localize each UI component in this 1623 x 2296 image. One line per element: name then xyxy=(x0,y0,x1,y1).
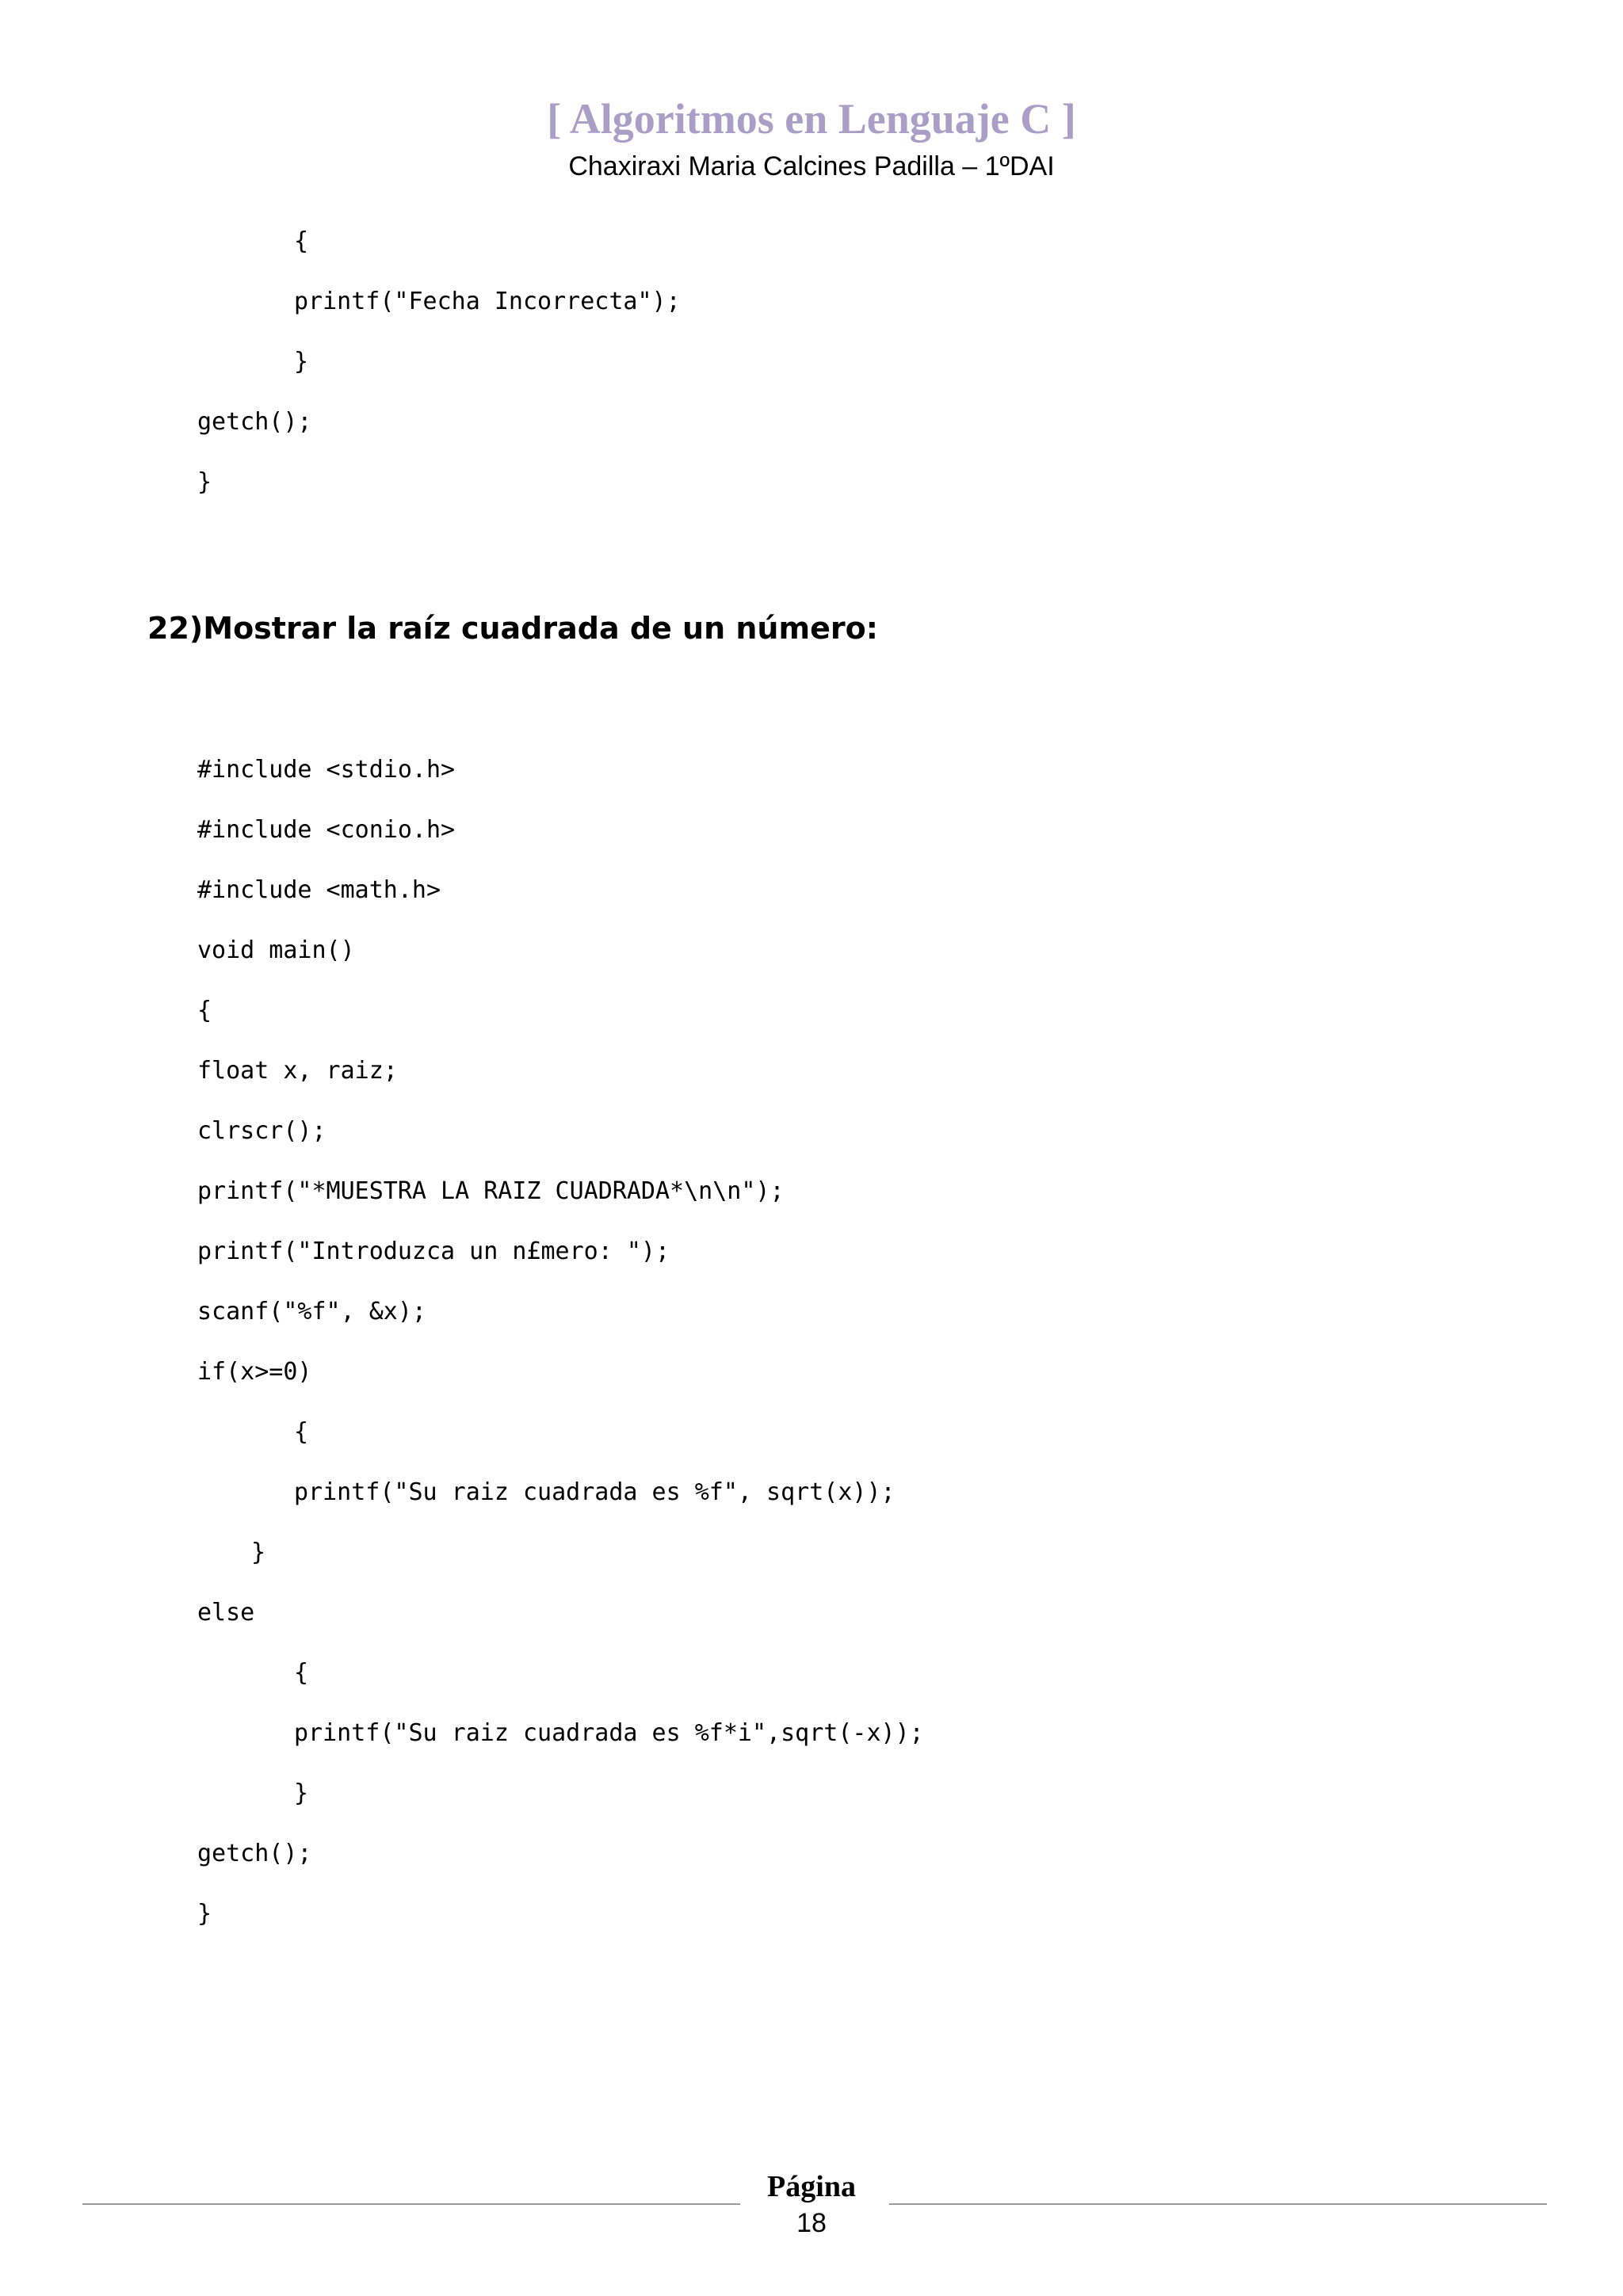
code-line: { xyxy=(294,1659,309,1687)
code-line: printf("Introduzca un n£mero: "); xyxy=(197,1238,670,1265)
code-line: } xyxy=(251,1539,266,1566)
footer-page-label: Página xyxy=(767,2170,856,2203)
code-line: scanf("%f", &x); xyxy=(197,1298,426,1325)
code-line: clrscr(); xyxy=(197,1117,327,1145)
code-line: printf("Fecha Incorrecta"); xyxy=(294,288,681,315)
code-line: { xyxy=(294,1418,309,1446)
code-line: getch(); xyxy=(197,1840,312,1867)
code-line: { xyxy=(294,227,309,255)
code-line: printf("Su raiz cuadrada es %f*i",sqrt(-x)); xyxy=(294,1719,924,1747)
code-line: #include <stdio.h> xyxy=(197,756,456,784)
author-line: Chaxiraxi Maria Calcines Padilla – 1ºDAI xyxy=(568,151,1055,181)
code-line: getch(); xyxy=(197,408,312,436)
code-line: } xyxy=(197,1900,212,1928)
footer-page-number: 18 xyxy=(796,2208,827,2238)
code-line: } xyxy=(294,348,309,376)
code-line: } xyxy=(197,468,212,496)
code-line: #include <conio.h> xyxy=(197,816,456,844)
code-line: if(x>=0) xyxy=(197,1358,312,1386)
code-line: printf("*MUESTRA LA RAIZ CUADRADA*\n\n"); xyxy=(197,1177,785,1205)
code-line: else xyxy=(197,1599,255,1627)
section-heading: 22)Mostrar la raíz cuadrada de un número: xyxy=(147,611,878,646)
code-line: void main() xyxy=(197,936,355,964)
code-line: #include <math.h> xyxy=(197,876,441,904)
code-line: printf("Su raiz cuadrada es %f", sqrt(x)); xyxy=(294,1478,896,1506)
document-title: [ Algoritmos en Lenguaje C ] xyxy=(547,95,1076,143)
code-line: { xyxy=(197,997,212,1024)
code-line: } xyxy=(294,1779,309,1807)
code-line: float x, raiz; xyxy=(197,1057,398,1085)
